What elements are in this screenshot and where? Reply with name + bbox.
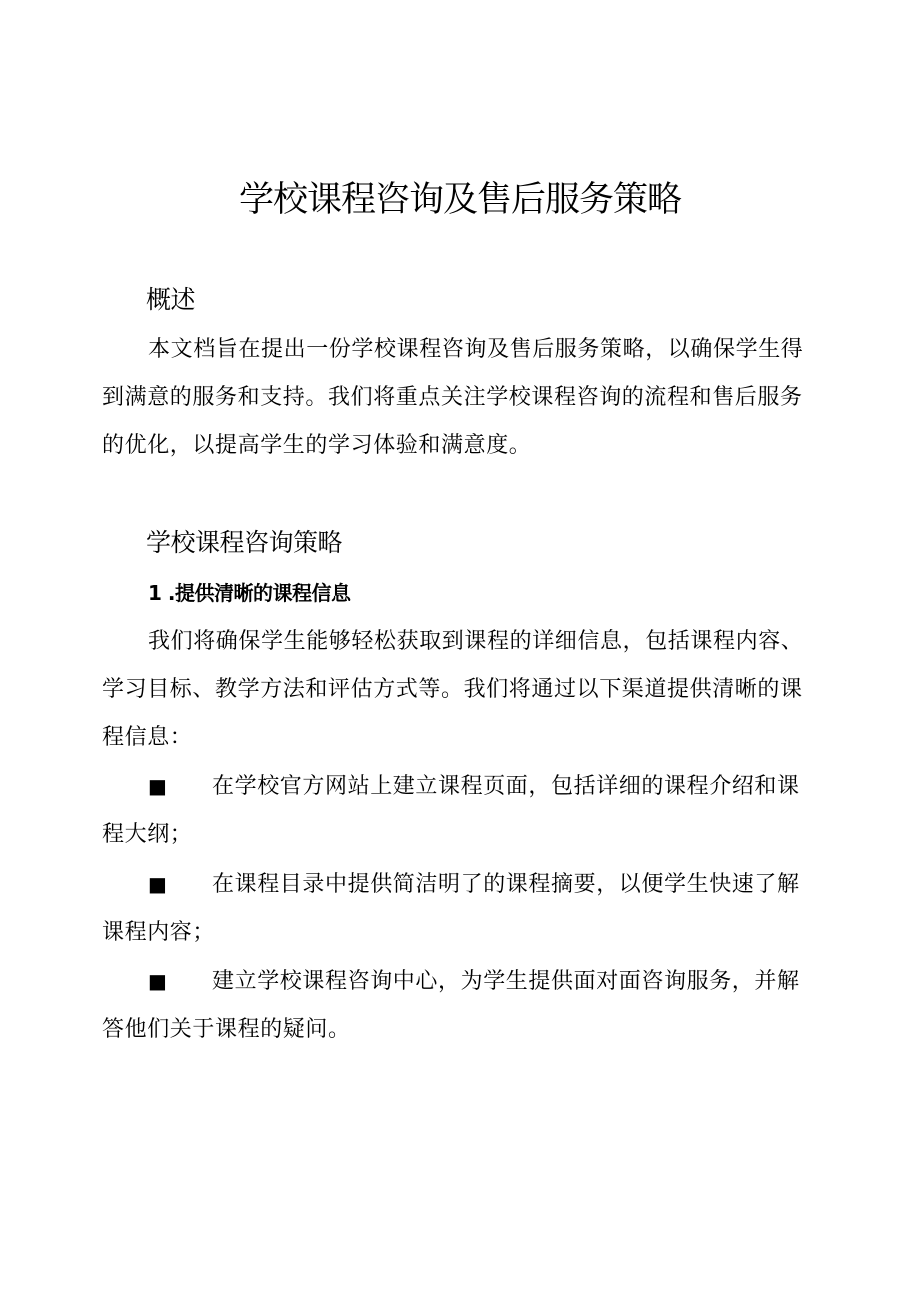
item1-heading: 1 .提供清晰的课程信息 — [148, 581, 351, 605]
bullet-text: 在课程目录中提供简洁明了的课程摘要，以便学生快速了解课程内容； — [102, 872, 800, 945]
bullet-item-course-catalog — [102, 860, 818, 957]
bullet-item-course-page — [102, 762, 818, 859]
bullet-square-icon: ■ — [148, 774, 168, 798]
bullet-text: 建立学校课程咨询中心，为学生提供面对面咨询服务，并解答他们关于课程的疑问。 — [102, 969, 800, 1042]
overview-paragraph: 本文档旨在提出一份学校课程咨询及售后服务策略，以确保学生得到满意的服务和支持。我们将重点关注学校课程咨询的流程和售后服务的优化，以提高学生的学习体验和满意度。 — [102, 337, 804, 458]
overview-heading: 概述 — [146, 285, 196, 314]
bullet-item-consulting-center — [102, 957, 818, 1054]
document-title: 学校课程咨询及售后服务策略 — [238, 180, 681, 220]
item1-intro-paragraph: 我们将确保学生能够轻松获取到课程的详细信息，包括课程内容、学习目标、教学方法和评估方式等。我们将通过以下渠道提供清晰的课程信息： — [102, 629, 804, 750]
bullet-square-icon: ■ — [148, 872, 168, 896]
consulting-strategy-heading: 学校课程咨询策略 — [146, 528, 343, 557]
bullet-square-icon: ■ — [148, 969, 168, 993]
bullet-text: 在学校官方网站上建立课程页面，包括详细的课程介绍和课程大纲； — [102, 774, 800, 847]
